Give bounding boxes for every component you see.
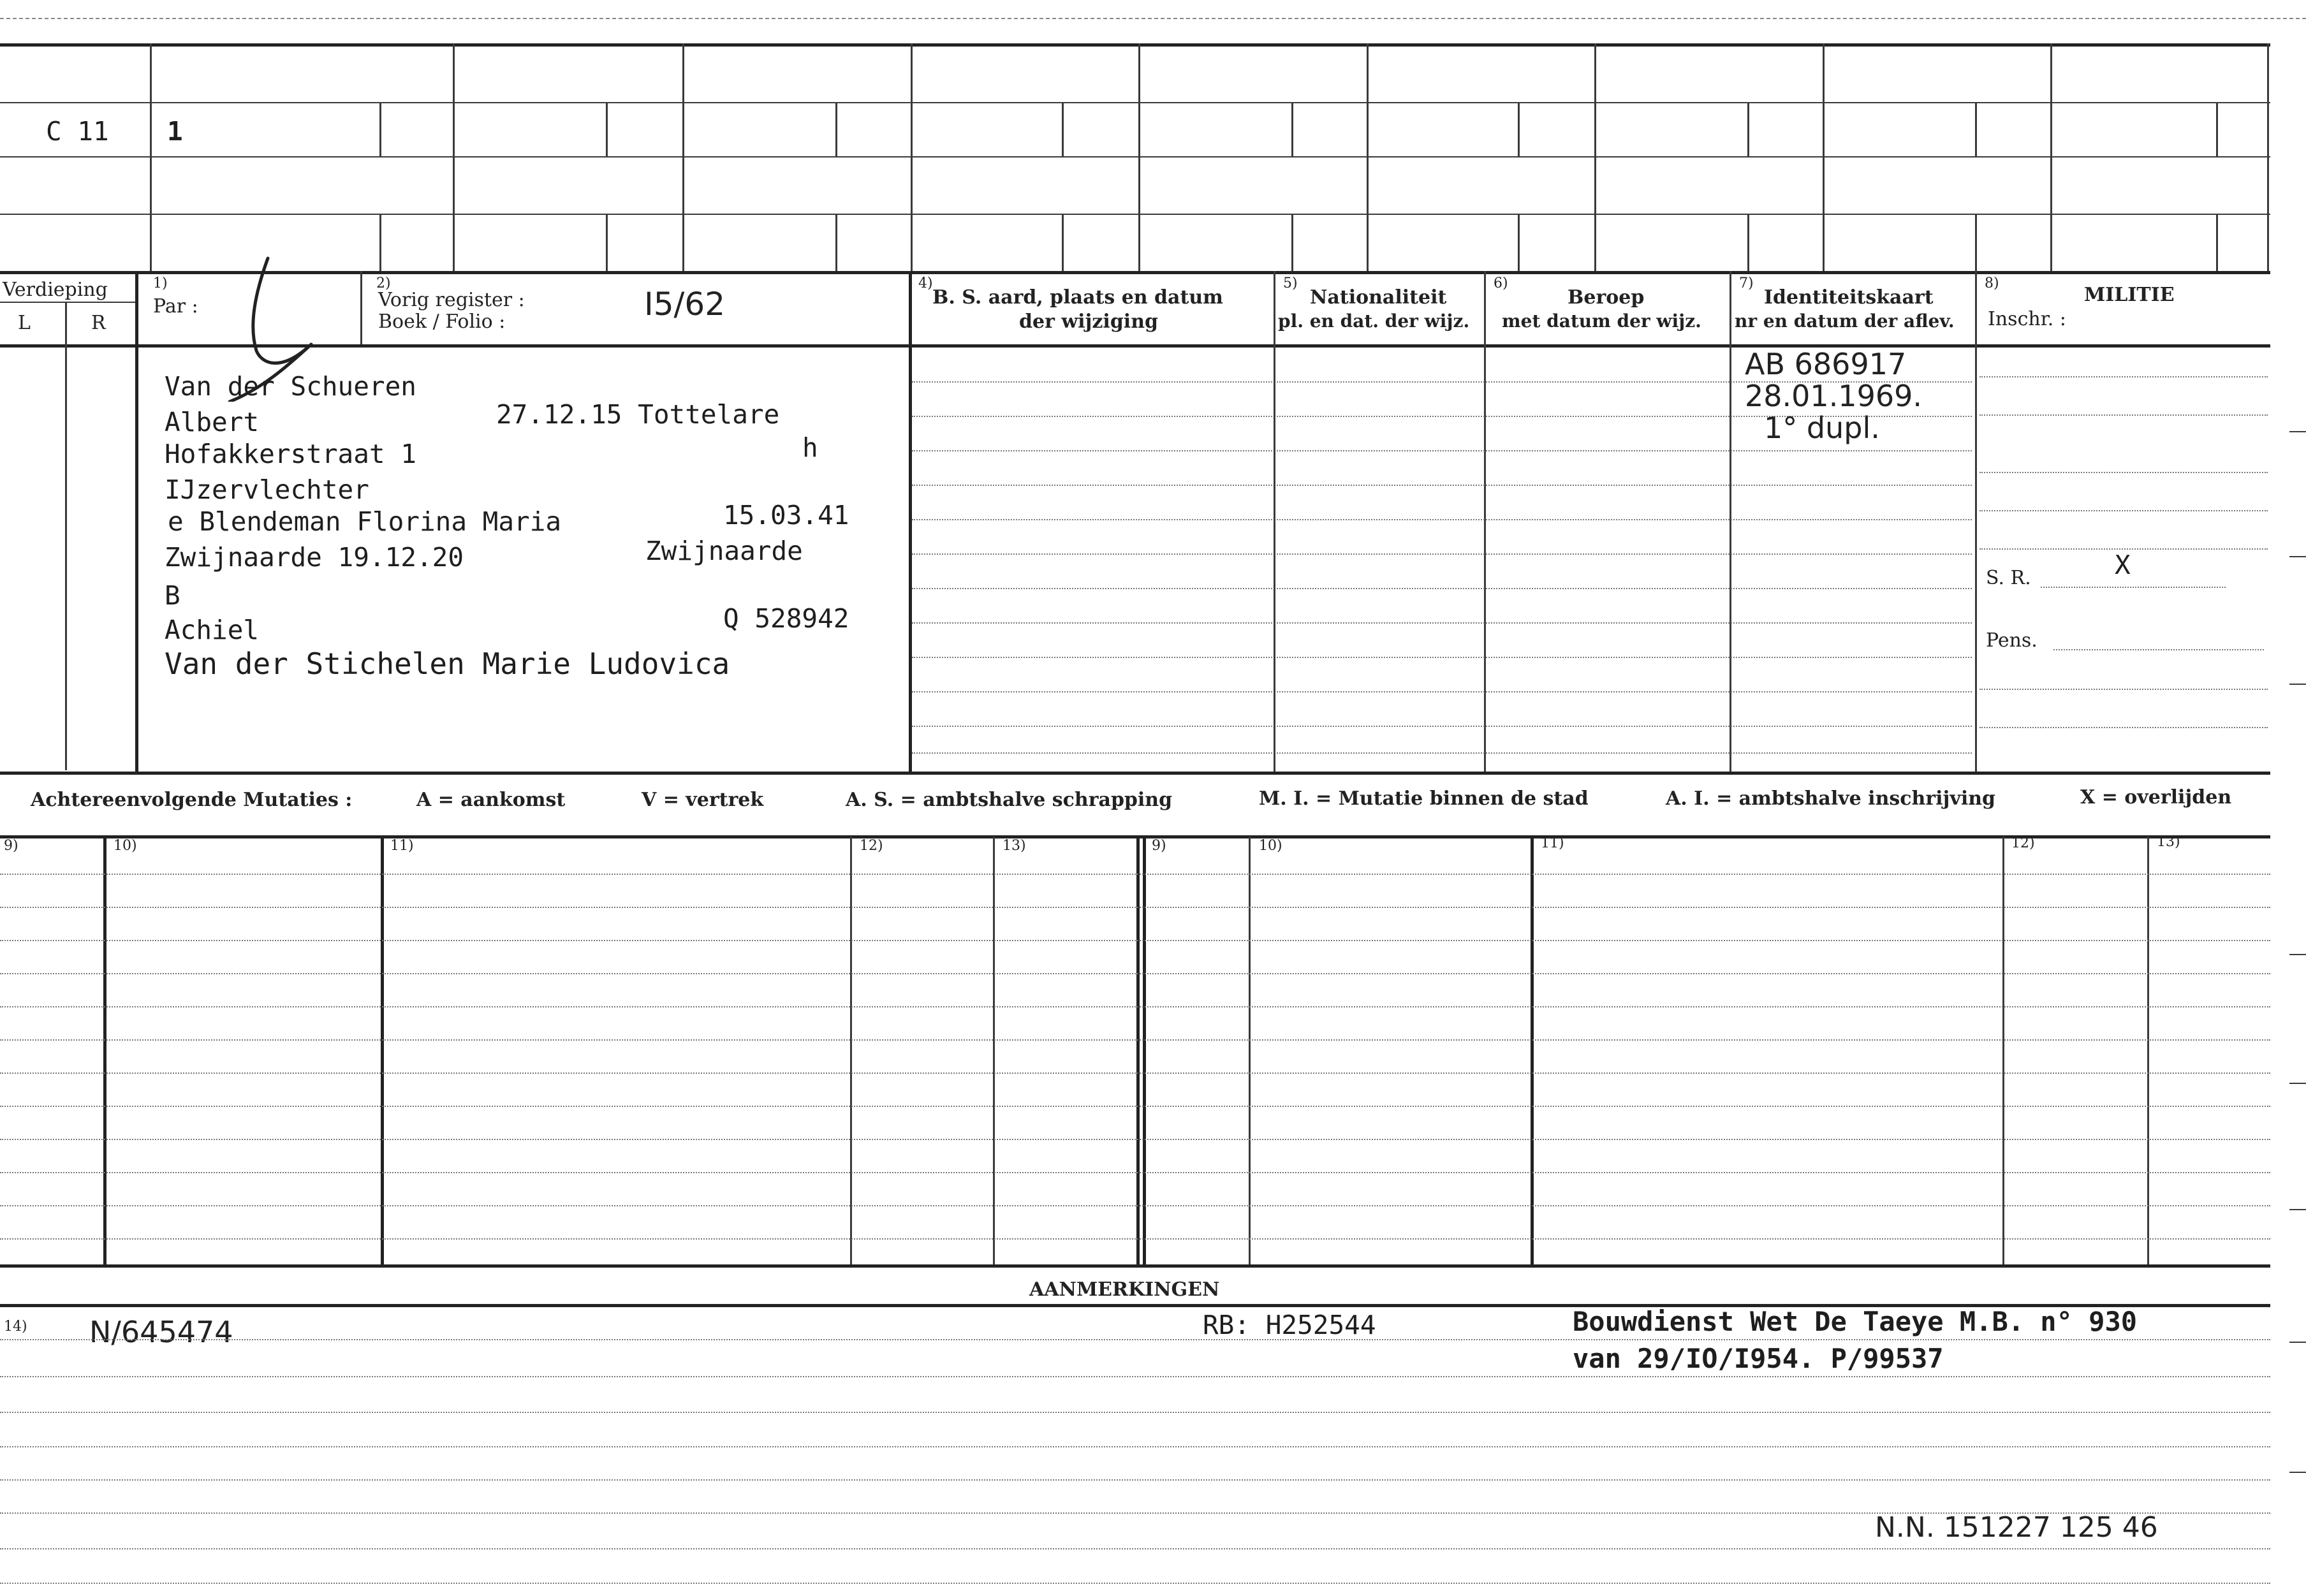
header-bottom-line	[0, 344, 2270, 348]
legend-x: X = overlijden	[2080, 786, 2232, 809]
id-card-date: 28.01.1969.	[1745, 379, 1922, 413]
margin-tick	[2289, 431, 2306, 432]
main-bottom-line	[0, 772, 2270, 775]
grid-top-border	[0, 43, 2270, 47]
grid-line	[0, 102, 2270, 103]
mut-col	[103, 837, 106, 1264]
mut-col-label: 10)	[114, 838, 137, 854]
mut-col	[2147, 837, 2149, 1264]
footnote-2: 2)	[376, 275, 391, 291]
grid-sub	[150, 214, 152, 271]
spouse-name: e Blendeman Florina Maria	[168, 506, 562, 537]
mutaties-header-line	[0, 835, 2270, 838]
mut-col-label: 13)	[2157, 834, 2180, 850]
grid-sub	[835, 214, 837, 271]
margin-tick	[2289, 1472, 2306, 1473]
mut-col	[993, 837, 995, 1264]
aanmerkingen-heading: AANMERKINGEN	[1029, 1278, 1220, 1301]
nationaliteit-heading: Nationaliteit	[1310, 286, 1447, 309]
militie-heading: MILITIE	[2084, 284, 2175, 306]
write-line	[912, 691, 1272, 692]
grid-col	[1594, 43, 1596, 271]
mut-col-label: 10)	[1259, 838, 1282, 854]
write-line	[912, 553, 1272, 555]
margin-tick	[2289, 1209, 2306, 1210]
margin-tick	[2289, 954, 2306, 955]
top-edge	[0, 18, 2306, 19]
bs-heading-2: der wijziging	[1019, 311, 1158, 333]
grid-sub	[835, 102, 837, 156]
write-line	[1277, 657, 1972, 658]
footnote-5: 5)	[1283, 275, 1298, 291]
write-line	[1277, 588, 1972, 589]
person-b: B	[165, 580, 180, 611]
mut-col	[1531, 837, 1534, 1264]
grid-sub	[379, 102, 381, 156]
write-line	[1277, 553, 1972, 555]
grid-col	[453, 43, 455, 271]
mut-col-double-b	[1143, 837, 1146, 1264]
write-line	[1979, 376, 2268, 377]
identiteitskaart-sub: nr en datum der aflev.	[1735, 311, 1955, 332]
grid-sub	[1518, 102, 1520, 156]
mut-line	[0, 1106, 2270, 1107]
col-par-right	[360, 271, 362, 344]
grid-sub	[379, 214, 381, 271]
pens-line	[2053, 649, 2264, 650]
write-line	[1277, 485, 1972, 486]
write-line	[1979, 414, 2268, 416]
mut-col-label: 11)	[1541, 835, 1564, 851]
legend-v: V = vertrek	[642, 789, 764, 811]
remark-n-number: N/645474	[89, 1315, 233, 1349]
verdieping-label: Verdieping	[3, 279, 108, 301]
beroep-sub: met datum der wijz.	[1502, 311, 1701, 332]
grid-col	[1138, 43, 1140, 271]
legend-mi: M. I. = Mutatie binnen de stad	[1259, 787, 1589, 810]
mut-col	[1249, 837, 1251, 1264]
vorig-register-label: Vorig register :	[378, 289, 525, 311]
write-line	[912, 519, 1272, 520]
person-address-mark: h	[802, 432, 818, 463]
write-line	[912, 588, 1272, 589]
mut-col-label: 9)	[1152, 838, 1166, 854]
mut-line	[0, 940, 2270, 941]
beroep-heading: Beroep	[1568, 286, 1645, 309]
grid-sub	[1747, 102, 1749, 156]
mut-col	[2002, 837, 2004, 1264]
mut-col	[850, 837, 852, 1264]
nationaliteit-sub: pl. en dat. der wijz.	[1278, 311, 1470, 332]
mut-line	[0, 1172, 2270, 1173]
mut-col-double-a	[1136, 837, 1140, 1264]
father-name: Achiel	[165, 615, 260, 645]
sr-label: S. R.	[1986, 567, 2031, 589]
write-line	[1277, 622, 1972, 624]
col-l-r-divider	[65, 302, 67, 770]
grid-sub	[606, 214, 608, 271]
footnote-8: 8)	[1985, 275, 1999, 291]
grid-sub	[606, 102, 608, 156]
verdieping-divider	[0, 302, 135, 303]
remark-rb: RB: H252544	[1203, 1310, 1376, 1340]
mut-col-label: 9)	[4, 838, 18, 854]
footnote-7: 7)	[1739, 275, 1754, 291]
mut-line	[0, 1039, 2270, 1041]
inschr-label: Inschr. :	[1988, 308, 2066, 330]
legend-ai: A. I. = ambtshalve inschrijving	[1666, 787, 1996, 810]
write-line	[1277, 752, 1972, 754]
mut-line	[0, 1006, 2270, 1007]
remark-line	[0, 1446, 2270, 1447]
bs-heading-1: B. S. aard, plaats en datum	[932, 286, 1223, 309]
grid-sub	[1747, 214, 1749, 271]
code-c11: C 11	[46, 116, 109, 147]
write-line	[1277, 726, 1972, 727]
write-line	[1277, 450, 1972, 451]
par-label: Par :	[153, 295, 198, 318]
margin-tick	[2289, 556, 2306, 557]
boek-folio-label: Boek / Folio :	[378, 311, 506, 333]
col-main-right	[909, 271, 912, 772]
mut-line	[0, 1073, 2270, 1074]
code-1: 1	[167, 116, 183, 147]
person-birth: 27.12.15 Tottelare	[496, 399, 780, 430]
mut-col-label: 12)	[860, 838, 883, 854]
grid-col	[1367, 43, 1369, 271]
mutaties-title: Achtereenvolgende Mutaties :	[31, 789, 353, 811]
grid-sub	[1975, 214, 1977, 271]
col-bs-right	[1274, 271, 1275, 772]
r-label: R	[91, 312, 106, 334]
footnote-14: 14)	[4, 1319, 27, 1335]
person-reference: Q 528942	[723, 603, 849, 634]
grid-col	[2267, 43, 2269, 271]
remark-bouwdienst: Bouwdienst Wet De Taeye M.B. n° 930	[1573, 1306, 2138, 1337]
margin-tick	[2289, 1342, 2306, 1343]
grid-col	[911, 43, 913, 271]
grid-sub	[1062, 102, 1064, 156]
grid-sub	[1291, 214, 1293, 271]
marriage-date: 15.03.41	[723, 500, 849, 531]
footnote-1: 1)	[153, 275, 168, 291]
write-line	[912, 657, 1272, 658]
grid-line	[0, 214, 2270, 215]
mother-name: Van der Stichelen Marie Ludovica	[165, 647, 730, 681]
sr-value: X	[2115, 550, 2131, 580]
grid-sub	[2216, 214, 2218, 271]
grid-bottom-border	[0, 271, 2270, 274]
write-line	[1277, 519, 1972, 520]
remark-line	[0, 1548, 2270, 1549]
col-id-right	[1975, 271, 1977, 772]
vorig-register-value: I5/62	[644, 286, 726, 323]
mut-line	[0, 1205, 2270, 1206]
remark-line	[0, 1376, 2270, 1377]
footnote-4: 4)	[918, 275, 933, 291]
person-firstname: Albert	[165, 407, 260, 437]
remark-line	[0, 1412, 2270, 1413]
grid-col	[682, 43, 684, 271]
legend-as: A. S. = ambtshalve schrapping	[846, 789, 1173, 811]
grid-col	[2050, 43, 2052, 271]
write-line	[912, 381, 1272, 383]
mut-line	[0, 973, 2270, 974]
write-line	[912, 752, 1272, 754]
grid-sub	[1518, 214, 1520, 271]
person-profession: IJzervlechter	[165, 474, 369, 505]
margin-tick	[2289, 684, 2306, 685]
mut-col-label: 12)	[2011, 835, 2035, 851]
col-beroep-right	[1730, 271, 1731, 772]
write-line	[912, 726, 1272, 727]
national-number: N.N. 151227 125 46	[1875, 1511, 2158, 1544]
grid-sub	[1291, 102, 1293, 156]
id-card-duplicate: 1° dupl.	[1764, 411, 1880, 445]
mut-line	[0, 874, 2270, 875]
mut-col-label: 13)	[1002, 838, 1026, 854]
sr-line	[2041, 587, 2226, 588]
remark-line	[0, 1583, 2270, 1584]
grid-sub	[1062, 214, 1064, 271]
remark-van: van 29/IO/I954. P/99537	[1573, 1343, 1944, 1374]
write-line	[912, 485, 1272, 486]
person-surname: Van der Schueren	[165, 371, 416, 402]
col-nat-right	[1484, 271, 1486, 772]
write-line	[1979, 510, 2268, 511]
write-line	[1277, 691, 1972, 692]
grid-sub	[150, 102, 152, 156]
id-card-number: AB 686917	[1745, 347, 1907, 381]
write-line	[912, 450, 1272, 451]
pens-label: Pens.	[1986, 629, 2038, 652]
write-line	[1979, 689, 2268, 690]
l-label: L	[18, 312, 31, 334]
mut-line	[0, 907, 2270, 908]
mutaties-bottom-line	[0, 1264, 2270, 1268]
write-line	[1979, 472, 2268, 473]
remark-line	[0, 1339, 2270, 1340]
write-line	[1979, 727, 2268, 728]
grid-sub	[2216, 102, 2218, 156]
identiteitskaart-heading: Identiteitskaart	[1764, 286, 1934, 309]
remark-line	[0, 1479, 2270, 1481]
write-line	[912, 622, 1272, 624]
mut-col-label: 11)	[390, 838, 414, 854]
marriage-place: Zwijnaarde	[645, 536, 803, 566]
legend-a: A = aankomst	[416, 789, 566, 811]
person-address: Hofakkerstraat 1	[165, 439, 416, 469]
write-line	[912, 416, 1272, 417]
mut-line	[0, 1238, 2270, 1240]
mut-line	[0, 1139, 2270, 1140]
margin-tick	[2289, 1083, 2306, 1084]
col-verdieping-right	[135, 271, 138, 772]
footnote-6: 6)	[1494, 275, 1508, 291]
mut-col	[381, 837, 384, 1264]
grid-col	[1823, 43, 1825, 271]
spouse-birth: Zwijnaarde 19.12.20	[165, 542, 464, 573]
grid-line	[0, 156, 2270, 157]
grid-sub	[1975, 102, 1977, 156]
